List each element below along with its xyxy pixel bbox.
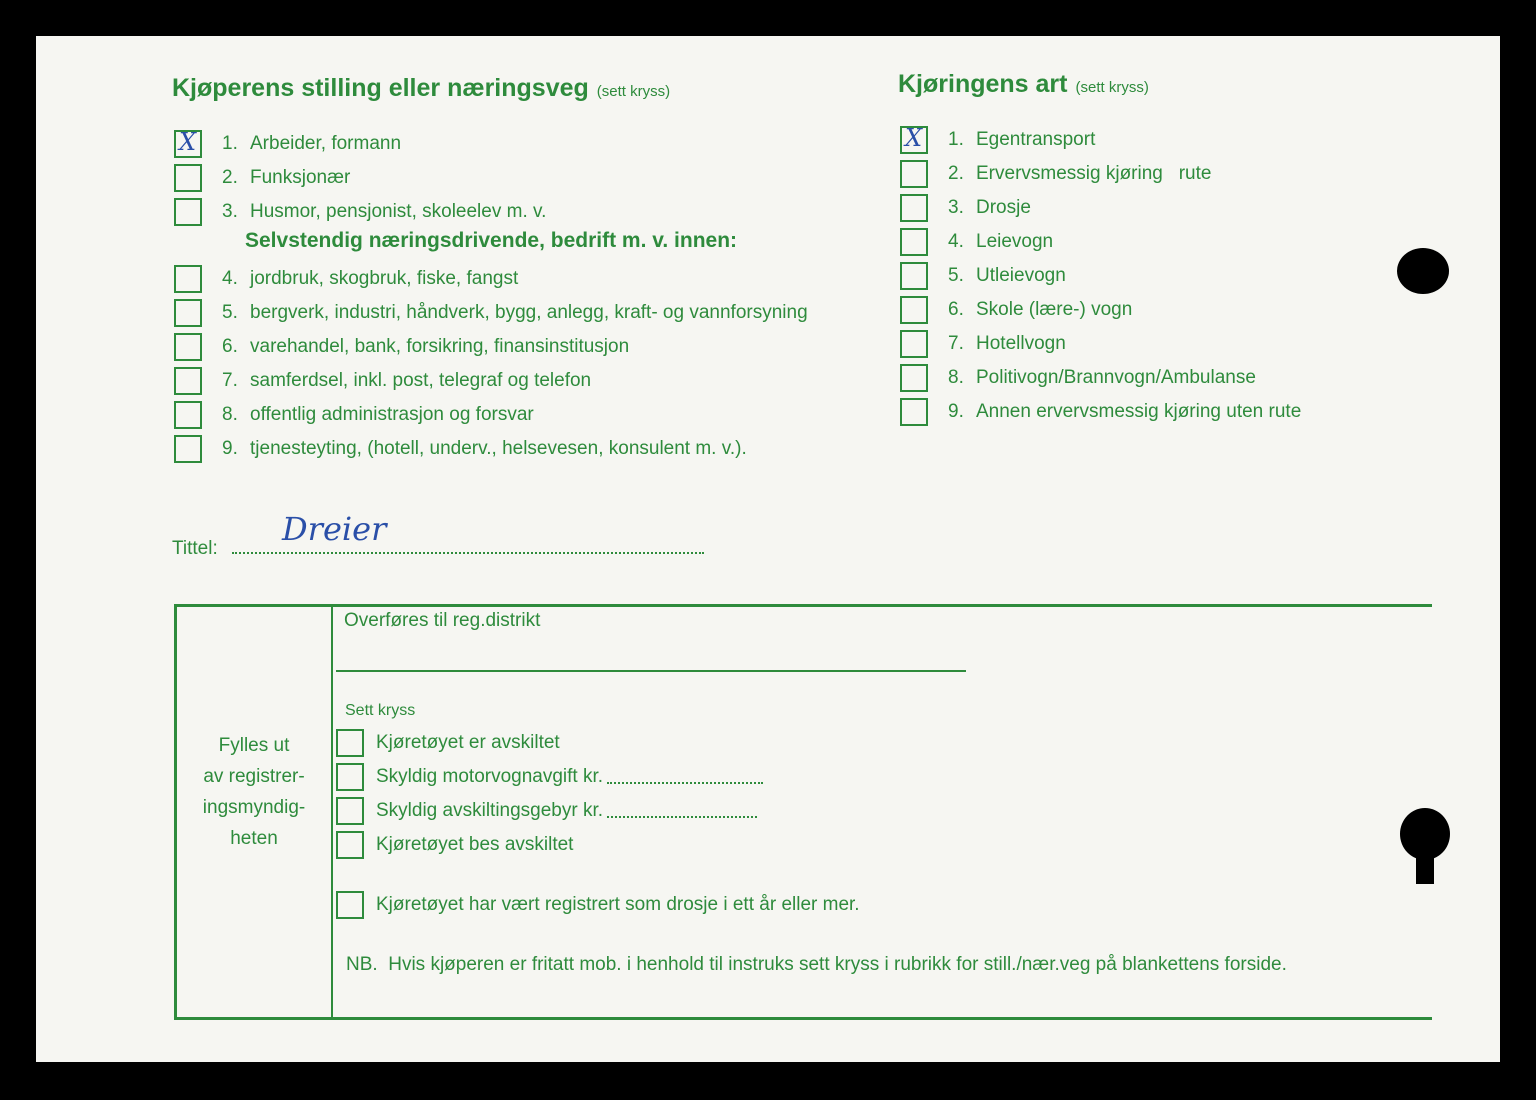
handwritten-x-mark: X (905, 124, 923, 152)
checkbox[interactable] (174, 164, 202, 192)
right-item-9[interactable]: 9. Annen ervervsmessig kjøring uten rute (900, 398, 1301, 426)
subheading: Selvstendig næringsdrivende, bedrift m. v. innen: (245, 229, 738, 252)
tittel-label: Tittel: (172, 538, 218, 559)
checkbox[interactable] (174, 435, 202, 463)
checkbox[interactable] (900, 160, 928, 188)
amount-dotted-line[interactable] (607, 816, 757, 818)
right-item-1[interactable]: X 1. Egentransport (900, 126, 1095, 154)
tittel-handwritten-value[interactable]: Dreier (282, 510, 387, 548)
tittel-dotted-line (232, 552, 704, 554)
sett-kryss-label: Sett kryss (345, 702, 416, 719)
checkbox[interactable] (174, 401, 202, 429)
box-divider (331, 604, 333, 1020)
checkbox[interactable] (900, 296, 928, 324)
box-bottom-border (174, 1017, 1432, 1020)
left-heading: Kjøperens stilling eller næringsveg (sett kryss) (172, 74, 671, 102)
check-avskiltet[interactable]: Kjøretøyet er avskiltet (336, 729, 560, 757)
box-top-border (174, 604, 1432, 607)
checkbox[interactable] (900, 262, 928, 290)
check-bes-avskiltet[interactable]: Kjøretøyet bes avskiltet (336, 831, 573, 859)
left-item-6[interactable]: 6. varehandel, bank, forsikring, finansinstitusjon (174, 333, 629, 361)
checkbox[interactable] (336, 729, 364, 757)
right-item-7[interactable]: 7. Hotellvogn (900, 330, 1066, 358)
left-item-8[interactable]: 8. offentlig administrasjon og forsvar (174, 401, 534, 429)
left-item-5[interactable]: 5. bergverk, industri, håndverk, bygg, anlegg, kraft- og vannforsyning (174, 299, 808, 327)
checkbox[interactable] (900, 194, 928, 222)
right-item-8[interactable]: 8. Politivogn/Brannvogn/Ambulanse (900, 364, 1256, 392)
nb-note: NB. Hvis kjøperen er fritatt mob. i henhold til instruks sett kryss i rubrikk for still./nær.veg på blankettens forside. (346, 954, 1287, 975)
checkbox[interactable] (336, 891, 364, 919)
left-item-4[interactable]: 4. jordbruk, skogbruk, fiske, fangst (174, 265, 518, 293)
right-item-6[interactable]: 6. Skole (lære-) vogn (900, 296, 1132, 324)
right-item-2[interactable]: 2. Ervervsmessig kjøring rute (900, 160, 1211, 188)
left-item-1[interactable]: X 1. Arbeider, formann (174, 130, 401, 158)
checkbox-checked[interactable] (174, 130, 202, 158)
checkbox[interactable] (174, 333, 202, 361)
checkbox[interactable] (174, 299, 202, 327)
checkbox[interactable] (336, 831, 364, 859)
punch-hole-top (1397, 248, 1449, 294)
handwritten-x-mark: X (179, 128, 197, 156)
checkbox[interactable] (174, 367, 202, 395)
checkbox[interactable] (900, 398, 928, 426)
checkbox[interactable] (174, 198, 202, 226)
left-item-2[interactable]: 2. Funksjonær (174, 164, 350, 192)
left-item-3[interactable]: 3. Husmor, pensjonist, skoleelev m. v. (174, 198, 546, 226)
checkbox[interactable] (900, 330, 928, 358)
amount-dotted-line[interactable] (607, 782, 763, 784)
checkbox[interactable] (900, 364, 928, 392)
checkbox[interactable] (174, 265, 202, 293)
right-item-5[interactable]: 5. Utleievogn (900, 262, 1066, 290)
checkbox-checked[interactable] (900, 126, 928, 154)
left-item-9[interactable]: 9. tjenesteyting, (hotell, underv., helsevesen, konsulent m. v.). (174, 435, 747, 463)
side-label: Fylles ut av registrer- ingsmyndig- heten (202, 735, 306, 849)
punch-hole-tear (1416, 850, 1434, 884)
transfer-label: Overføres til reg.distrikt (344, 610, 541, 631)
checkbox[interactable] (336, 763, 364, 791)
checkbox[interactable] (336, 797, 364, 825)
right-item-4[interactable]: 4. Leievogn (900, 228, 1053, 256)
check-avskiltingsgebyr[interactable]: Skyldig avskiltingsgebyr kr. (336, 797, 757, 825)
check-motorvognavgift[interactable]: Skyldig motorvognavgift kr. (336, 763, 763, 791)
transfer-line (336, 670, 966, 672)
right-heading: Kjøringens art (sett kryss) (898, 70, 1149, 98)
left-item-7[interactable]: 7. samferdsel, inkl. post, telegraf og telefon (174, 367, 591, 395)
right-item-3[interactable]: 3. Drosje (900, 194, 1031, 222)
check-drosje[interactable]: Kjøretøyet har vært registrert som drosje i ett år eller mer. (336, 891, 860, 919)
box-left-border (174, 604, 177, 1020)
checkbox[interactable] (900, 228, 928, 256)
